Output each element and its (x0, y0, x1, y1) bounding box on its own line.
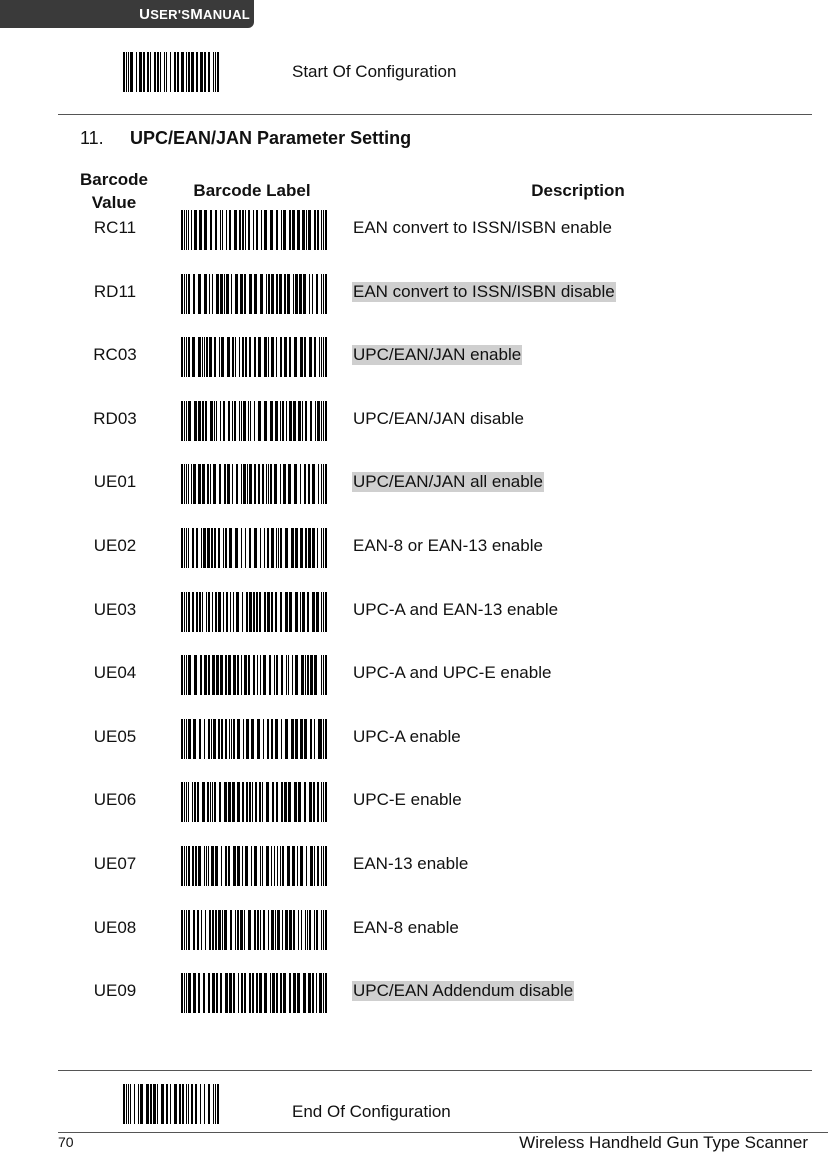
barcode-image (181, 782, 327, 822)
barcode-value: UE09 (93, 981, 137, 1000)
barcode-value: UE08 (93, 918, 137, 937)
table-row (0, 274, 828, 314)
barcode-description: UPC/EAN/JAN disable (353, 409, 525, 428)
header-text-part1: SER'S (150, 6, 191, 22)
barcode-description: UPC/EAN Addendum disable (353, 981, 574, 1000)
section-number: 11. (80, 128, 104, 148)
barcode-value: UE05 (93, 727, 137, 746)
barcode-value: RD11 (93, 282, 137, 301)
barcode-image (181, 910, 327, 950)
footer-title: Wireless Handheld Gun Type Scanner (519, 1133, 808, 1152)
section-title: UPC/EAN/JAN Parameter Setting (130, 128, 412, 148)
barcode-description: EAN-8 or EAN-13 enable (353, 536, 543, 555)
page-number: 70 (58, 1134, 74, 1150)
barcode-value: UE06 (93, 790, 137, 809)
barcode-image (181, 464, 327, 504)
table-row (0, 528, 828, 568)
barcode-value: RD03 (93, 409, 137, 428)
barcode-image (181, 592, 327, 632)
barcode-description: EAN-13 enable (353, 854, 469, 873)
table-row (0, 337, 828, 377)
barcode-image (181, 401, 327, 441)
barcode-description: UPC/EAN/JAN all enable (353, 472, 543, 491)
start-config-label: Start Of Configuration (292, 62, 457, 81)
barcode-description: EAN-8 enable (353, 918, 459, 937)
barcode-value: UE02 (93, 536, 137, 555)
barcode-description: EAN convert to ISSN/ISBN enable (353, 218, 612, 237)
barcode-description: UPC-A enable (353, 727, 461, 746)
table-row (0, 210, 828, 250)
barcode-value: RC03 (93, 345, 137, 364)
barcode-description: UPC-A and UPC-E enable (353, 663, 552, 682)
end-config-barcode (123, 1084, 219, 1124)
column-header-value-line2: Value (91, 193, 137, 212)
barcode-image (181, 846, 327, 886)
header-letter-m: M (190, 5, 203, 23)
barcode-image (181, 973, 327, 1013)
barcode-image (181, 719, 327, 759)
table-row (0, 973, 828, 1013)
column-header-description: Description (531, 181, 625, 200)
table-row (0, 846, 828, 886)
barcode-description: UPC/EAN/JAN enable (353, 345, 522, 364)
start-config-barcode (123, 52, 219, 92)
barcode-value: UE01 (93, 472, 137, 491)
barcode-image (181, 210, 327, 250)
section-heading (80, 128, 411, 149)
barcode-image (181, 655, 327, 695)
column-header-value-line1: Barcode (79, 170, 149, 189)
manual-header-tab (0, 0, 254, 28)
bottom-divider (58, 1070, 812, 1071)
column-header-barcode-label: Barcode Label (193, 181, 311, 200)
table-row (0, 655, 828, 695)
table-row (0, 719, 828, 759)
barcode-value: UE07 (93, 854, 137, 873)
barcode-value: UE04 (93, 663, 137, 682)
header-letter-u: U (139, 5, 151, 23)
barcode-image (181, 337, 327, 377)
barcode-description: UPC-E enable (353, 790, 462, 809)
table-row (0, 910, 828, 950)
barcode-value: UE03 (93, 600, 137, 619)
table-row (0, 464, 828, 504)
table-row (0, 592, 828, 632)
end-config-label: End Of Configuration (292, 1102, 451, 1121)
top-divider (58, 114, 812, 115)
barcode-description: EAN convert to ISSN/ISBN disable (353, 282, 615, 301)
table-row (0, 782, 828, 822)
barcode-image (181, 274, 327, 314)
header-text-part2: ANUAL (203, 6, 250, 22)
barcode-value: RC11 (93, 218, 137, 237)
barcode-description: UPC-A and EAN-13 enable (353, 600, 559, 619)
table-row (0, 401, 828, 441)
column-header-barcode-value (64, 168, 164, 214)
barcode-image (181, 528, 327, 568)
